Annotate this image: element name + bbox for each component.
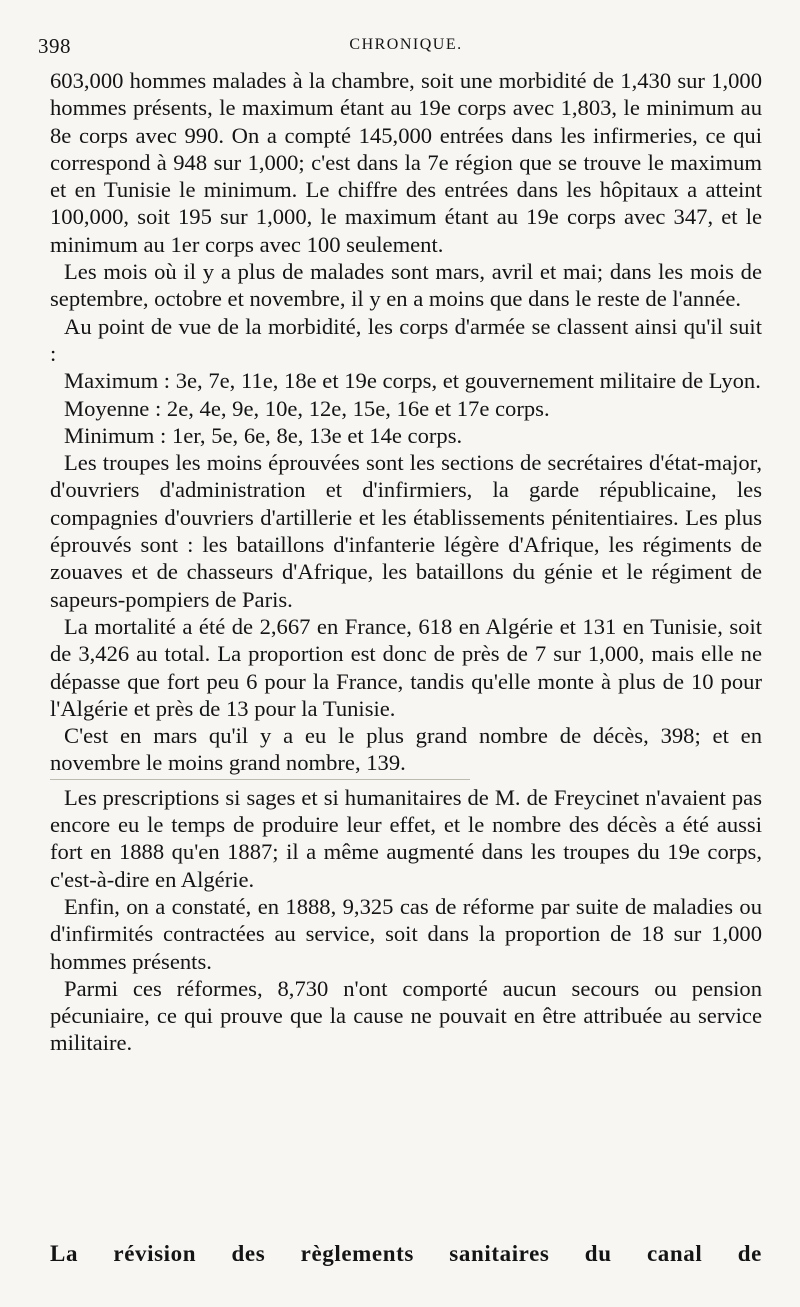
paragraph-maximum: Maximum : 3e, 7e, 11e, 18e et 19e corps, et gouvernement militaire de Lyon. [64, 368, 761, 394]
paragraph-troops: Les troupes les moins éprouvées sont les sections de secrétaires d'état-major, d'ouvriers d'administration et d'infirmiers, la garde républicaine, les compagnies d'ouvriers d'artillerie et les établissements pénitentiaires. Les plus éprouvés sont : les bataillons d'infanterie légère d'Afrique, les régiments de zouaves et de chasseurs d'Afrique, les bataillons du génie et le régiment de sapeurs-pompiers de Paris. [50, 450, 762, 612]
page-header [38, 32, 762, 72]
paragraph-deaths-by-month: C'est en mars qu'il y a eu le plus grand nombre de décès, 398; et en novembre le moins grand nombre, 139. [50, 723, 762, 776]
body-text [50, 67, 762, 1057]
section-heading-word: révision [113, 1241, 197, 1266]
section-heading-word: des [231, 1241, 266, 1266]
paragraph-moyenne: Moyenne : 2e, 4e, 9e, 10e, 12e, 15e, 16e et 17e corps. [64, 395, 550, 421]
section-heading-word: sanitaires [449, 1241, 550, 1266]
paragraph-minimum: Minimum : 1er, 5e, 6e, 8e, 13e et 14e corps. [64, 422, 463, 448]
paragraph-classification-intro: Au point de vue de la morbidité, les corps d'armée se classent ainsi qu'il suit : [50, 313, 762, 366]
section-heading-word: La [50, 1241, 79, 1266]
paragraph-morbidity-stats: 603,000 hommes malades à la chambre, soit une morbidité de 1,430 sur 1,000 hommes présents, le maximum étant au 19e corps avec 1,803, le minimum au 8e corps avec 990. On a compté 145,000 entrées dans les infirmeries, ce qui correspond à 948 sur 1,000; c'est dans la 7e région que se trouve le maximum et en Tunisie le minimum. Le chiffre des entrées dans les hôpitaux a atteint 100,000, soit 195 sur 1,000, le maximum étant au 19e corps avec 347, et le minimum au 1er corps avec 100 seulement. [50, 68, 762, 257]
separator-rule [50, 779, 470, 780]
section-heading [50, 1241, 762, 1267]
paragraph-prescriptions: Les prescriptions si sages et si humanitaires de M. de Freycinet n'avaient pas encore eu le temps de produire leur effet, et le nombre des décès a été aussi fort en 1888 qu'en 1887; il a même augmenté dans les troupes du 19e corps, c'est-à-dire en Algérie. [50, 784, 762, 892]
paragraph-pensions: Parmi ces réformes, 8,730 n'ont comporté aucun secours ou pension pécuniaire, ce qui prouve que la cause ne pouvait en être attribuée au service militaire. [50, 975, 762, 1056]
running-title: CHRONIQUE. [349, 36, 463, 53]
section-heading-word: règlements [300, 1241, 414, 1266]
section-heading-word: du [584, 1241, 612, 1266]
paragraph-months: Les mois où il y a plus de malades sont mars, avril et mai; dans les mois de septembre, octobre et novembre, il y en a moins que dans le reste de l'année. [50, 259, 762, 312]
page-number: 398 [38, 34, 71, 58]
section-heading-word: canal [646, 1241, 703, 1266]
section-heading-word: de [737, 1241, 762, 1266]
paragraph-reforms: Enfin, on a constaté, en 1888, 9,325 cas de réforme par suite de maladies ou d'infirmités contractées au service, soit dans la proportion de 18 sur 1,000 hommes présents. [50, 893, 762, 974]
paragraph-mortality: La mortalité a été de 2,667 en France, 618 en Algérie et 131 en Tunisie, soit de 3,426 au total. La proportion est donc de près de 7 sur 1,000, mais elle ne dépasse que fort peu 6 pour la France, tandis qu'elle monte à plus de 10 pour l'Algérie et près de 13 pour la Tunisie. [50, 613, 762, 721]
